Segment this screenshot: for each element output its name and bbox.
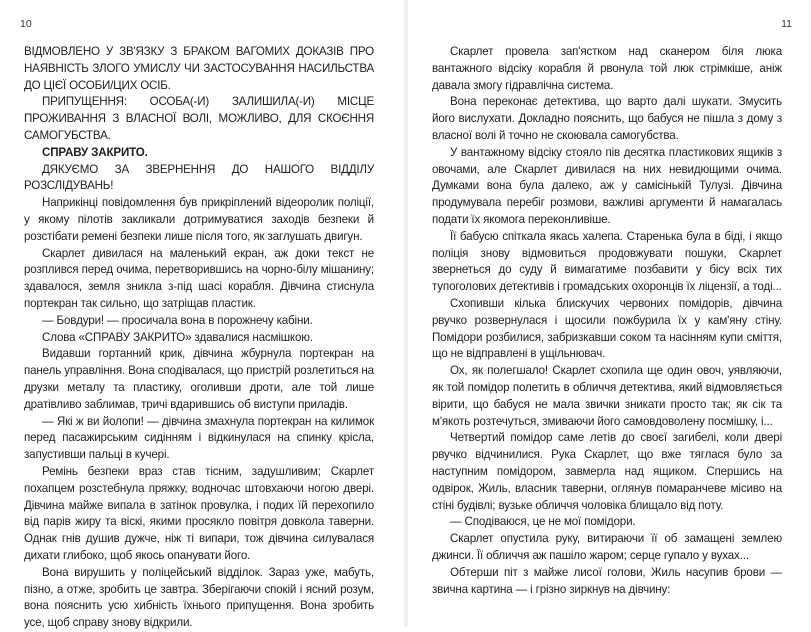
paragraph: У вантажному відсіку стояло пів десятка пластикових ящиків з овочами, але Скарлет дивилася на них невидющими очима. Думками вона була далеко, аж у самісінькій Тулузі. Дівчина продумувала перебіг розмови, важливі аргументи й намагалась подати їх якомога переконливіше. <box>432 145 782 226</box>
paragraph: Обтерши піт з майже лисої голови, Жиль насупив брови — звична картина — і грізно зиркнув на дівчину: <box>432 565 782 596</box>
paragraph: ВІДМОВЛЕНО У ЗВ'ЯЗКУ З БРАКОМ ВАГОМИХ ДОКАЗІВ ПРО НАЯВНІСТЬ ЗЛОГО УМИСЛУ ЧИ ЗАСТОСУВАННЯ НАСИЛЬСТВА ДО ЦІЄЇ ОСОБИ/ЦИХ ОСІБ. <box>24 45 374 92</box>
paragraph: Ох, як полегшало! Скарлет схопила ще один овоч, уявляючи, як той помідор полетить в обличчя детектива, який відмовляється вірити, що бабуся не мала звички зникати просто так; як сік та м'якоть розтечуться, змиваючи його самовдоволену посмішку, і... <box>432 364 782 428</box>
right-page-number: 11 <box>781 18 792 30</box>
left-page <box>24 44 374 632</box>
paragraph: ДЯКУЄМО ЗА ЗВЕРНЕННЯ ДО НАШОГО ВІДДІЛУ РОЗСЛІДУВАНЬ! <box>24 162 374 193</box>
paragraph: Вона переконає детектива, що варто далі шукати. Змусить його вислухати. Докладно пояснить, що бабуся не пішла з дому з власної волі й точно не скоювала самогубства. <box>432 95 782 142</box>
paragraph: — Які ж ви йолопи! — дівчина змахнула портекран на килимок перед пасажирським сидінням і відкинулася на спинку крісла, запустивши пальці в кучері. <box>24 414 374 462</box>
paragraph: Скарлет провела зап'ястком над сканером біля люка вантажного відсіку корабля й рвонула той люк стрімкіше, аніж давала змогу гідравлічна система. <box>432 45 782 92</box>
right-page <box>432 44 782 598</box>
paragraph: Скарлет опустила руку, витираючи її об замащені землею джинси. Її обличчя аж пашіло жаром; серце гупало у вухах... <box>432 532 782 562</box>
paragraph: Її бабусю спіткала якась халепа. Старенька була в біді, і якщо поліція знову відмовиться продовжувати пошуки, Скарлет звернеться до суду й вимагатиме позбавити у бісу всіх тих тупоголових детективів і громадських охоронців їх ліцензії, а тоді... <box>432 229 782 294</box>
paragraph: СПРАВУ ЗАКРИТО. <box>42 145 148 159</box>
paragraph: Скарлет дивилася на маленький екран, аж доки текст не розплився перед очима, перетворившись на чорно-білу мішанину; здавалося, земля зникла з-під шасі корабля. Дівчина стиснула портекран так сильно, що затріщав пластик. <box>24 246 374 310</box>
paragraph: Четвертий помідор саме летів до своєї загибелі, коли двері рвучко відчинилися. Рука Скарлет, що вже тяглася було за наступним помідором, завмерла над ящиком. Спершись на одвірок, Жиль, власник таверни, оглянув помаранчеве місиво на стіні будівлі; вузьке обличчя чоловіка блищало від поту. <box>432 431 782 512</box>
paragraph: Видавши гортанний крик, дівчина жбурнула портекран на панель управління. Вона сподівалася, що пристрій розлетиться на друзки металу та пластику, оголивши дроти, але той лише дратівливо заблимав, тричі вдарившись об виступи приладів. <box>24 347 374 411</box>
book-gutter <box>404 0 408 627</box>
paragraph: Наприкінці повідомлення був прикріплений відеоролик поліції, у якому пілотів закликали дотримуватися заходів безпеки й розстібати ремені безпеки лише після того, як заглушать двигун. <box>24 196 374 243</box>
paragraph: — Бовдури! — просичала вона в порожнечу кабіни. <box>42 313 313 327</box>
paragraph: Вона вирушить у поліцейський відділок. Зараз уже, мабуть, пізно, а отже, зробить це завтра. Зберігаючи спокій і ясний розум, вона пояснить усю хибність їхнього припущення. Вона зробить усе, щоб справу знову відкрили. <box>24 565 374 630</box>
paragraph: — Сподіваюся, це не мої помідори. <box>450 515 636 529</box>
paragraph: Схопивши кілька блискучих червоних помідорів, дівчина рвучко розвернулася і щосили пожбурила їх у кам'яну стіну. Помідори розбилися, забризкавши соком та насінням купи сміття, що не відправлені в ущільнювач. <box>432 296 782 361</box>
paragraph: ПРИПУЩЕННЯ: ОСОБА(-И) ЗАЛИШИЛА(-И) МІСЦЕ ПРОЖИВАННЯ З ВЛАСНОЇ ВОЛІ, МОЖЛИВО, ДЛЯ СКОЄННЯ САМОГУБСТВА. <box>24 95 374 142</box>
left-page-number: 10 <box>20 18 32 30</box>
paragraph: Слова «СПРАВУ ЗАКРИТО» здавалися насмішкою. <box>42 330 313 344</box>
paragraph: Ремінь безпеки враз став тісним, задушливим; Скарлет похапцем розстебнула пряжку, водночас штовхаючи ногою двері. Дівчина майже випала в затінок провулка, і подих їй перехопило від парів жиру та віскі, якими просякло повітря довкола таверни. Однак гнів душив дужче, ніж ті випари, тож дівчина силувалася дихати глибоко, щоб якось опанувати його. <box>24 464 374 562</box>
